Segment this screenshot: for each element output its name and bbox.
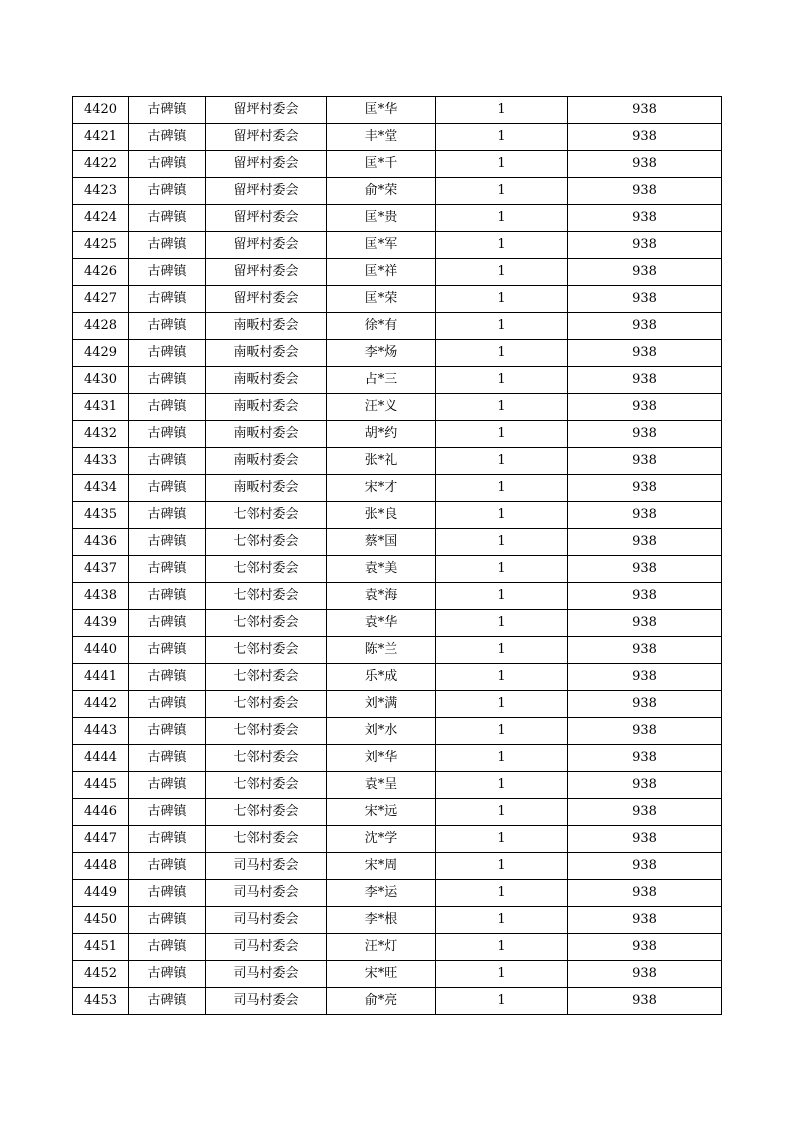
count-value-cell: 1 [436,367,568,394]
table-row [73,151,722,178]
row-number-cell: 4449 [73,880,129,907]
table-row [73,583,722,610]
amount-value-cell: 938 [568,259,722,286]
amount-value-cell: 938 [568,124,722,151]
village-committee-name-cell: 留坪村委会 [206,178,327,205]
village-committee-name-cell: 南畈村委会 [206,313,327,340]
table-row [73,799,722,826]
town-name-cell: 古碑镇 [129,286,206,313]
row-number-cell: 4432 [73,421,129,448]
amount-value-cell: 938 [568,988,722,1015]
table-row [73,448,722,475]
count-value-cell: 1 [436,880,568,907]
row-number-cell: 4439 [73,610,129,637]
town-name-cell: 古碑镇 [129,97,206,124]
count-value-cell: 1 [436,529,568,556]
town-name-cell: 古碑镇 [129,529,206,556]
town-name-cell: 古碑镇 [129,151,206,178]
table-row [73,124,722,151]
count-value-cell: 1 [436,421,568,448]
table-row [73,772,722,799]
village-committee-name-cell: 七邻村委会 [206,691,327,718]
person-name-cell: 张*礼 [327,448,436,475]
person-name-cell: 匡*华 [327,97,436,124]
row-number-cell: 4453 [73,988,129,1015]
village-committee-name-cell: 七邻村委会 [206,502,327,529]
row-number-cell: 4444 [73,745,129,772]
village-committee-name-cell: 留坪村委会 [206,259,327,286]
village-committee-name-cell: 司马村委会 [206,853,327,880]
count-value-cell: 1 [436,826,568,853]
count-value-cell: 1 [436,961,568,988]
town-name-cell: 古碑镇 [129,556,206,583]
table-row [73,637,722,664]
table-row [73,394,722,421]
town-name-cell: 古碑镇 [129,394,206,421]
row-number-cell: 4421 [73,124,129,151]
count-value-cell: 1 [436,610,568,637]
row-number-cell: 4423 [73,178,129,205]
row-number-cell: 4435 [73,502,129,529]
amount-value-cell: 938 [568,664,722,691]
amount-value-cell: 938 [568,97,722,124]
person-name-cell: 俞*荣 [327,178,436,205]
village-committee-name-cell: 七邻村委会 [206,799,327,826]
village-committee-name-cell: 司马村委会 [206,961,327,988]
table-row [73,97,722,124]
town-name-cell: 古碑镇 [129,961,206,988]
row-number-cell: 4451 [73,934,129,961]
table-row [73,313,722,340]
table-row [73,745,722,772]
table-row [73,853,722,880]
row-number-cell: 4450 [73,907,129,934]
person-name-cell: 张*良 [327,502,436,529]
village-committee-name-cell: 司马村委会 [206,880,327,907]
table-row [73,556,722,583]
person-name-cell: 袁*美 [327,556,436,583]
person-name-cell: 陈*兰 [327,637,436,664]
village-committee-name-cell: 南畈村委会 [206,394,327,421]
person-name-cell: 占*三 [327,367,436,394]
person-name-cell: 袁*华 [327,610,436,637]
table-row [73,880,722,907]
person-name-cell: 袁*海 [327,583,436,610]
town-name-cell: 古碑镇 [129,772,206,799]
amount-value-cell: 938 [568,421,722,448]
town-name-cell: 古碑镇 [129,664,206,691]
row-number-cell: 4434 [73,475,129,502]
person-name-cell: 丰*堂 [327,124,436,151]
person-name-cell: 蔡*国 [327,529,436,556]
row-number-cell: 4426 [73,259,129,286]
amount-value-cell: 938 [568,853,722,880]
village-committee-name-cell: 司马村委会 [206,988,327,1015]
table-row [73,421,722,448]
row-number-cell: 4430 [73,367,129,394]
row-number-cell: 4427 [73,286,129,313]
count-value-cell: 1 [436,556,568,583]
person-name-cell: 匡*祥 [327,259,436,286]
table-row [73,205,722,232]
count-value-cell: 1 [436,151,568,178]
village-committee-name-cell: 七邻村委会 [206,529,327,556]
village-committee-name-cell: 南畈村委会 [206,421,327,448]
table-row [73,718,722,745]
town-name-cell: 古碑镇 [129,934,206,961]
table-row [73,340,722,367]
town-name-cell: 古碑镇 [129,826,206,853]
count-value-cell: 1 [436,502,568,529]
amount-value-cell: 938 [568,934,722,961]
town-name-cell: 古碑镇 [129,502,206,529]
amount-value-cell: 938 [568,745,722,772]
count-value-cell: 1 [436,718,568,745]
table-row [73,826,722,853]
amount-value-cell: 938 [568,826,722,853]
town-name-cell: 古碑镇 [129,205,206,232]
amount-value-cell: 938 [568,556,722,583]
village-committee-name-cell: 南畈村委会 [206,367,327,394]
town-name-cell: 古碑镇 [129,178,206,205]
row-number-cell: 4425 [73,232,129,259]
count-value-cell: 1 [436,340,568,367]
person-name-cell: 匡*军 [327,232,436,259]
amount-value-cell: 938 [568,367,722,394]
person-name-cell: 刘*华 [327,745,436,772]
row-number-cell: 4445 [73,772,129,799]
person-name-cell: 李*运 [327,880,436,907]
town-name-cell: 古碑镇 [129,988,206,1015]
records-body [73,97,722,1015]
person-name-cell: 匡*贵 [327,205,436,232]
table-row [73,664,722,691]
amount-value-cell: 938 [568,340,722,367]
person-name-cell: 袁*呈 [327,772,436,799]
row-number-cell: 4443 [73,718,129,745]
amount-value-cell: 938 [568,772,722,799]
count-value-cell: 1 [436,313,568,340]
row-number-cell: 4447 [73,826,129,853]
amount-value-cell: 938 [568,529,722,556]
village-committee-name-cell: 七邻村委会 [206,610,327,637]
row-number-cell: 4420 [73,97,129,124]
person-name-cell: 徐*有 [327,313,436,340]
village-committee-name-cell: 南畈村委会 [206,475,327,502]
town-name-cell: 古碑镇 [129,691,206,718]
table-row [73,988,722,1015]
town-name-cell: 古碑镇 [129,853,206,880]
amount-value-cell: 938 [568,961,722,988]
amount-value-cell: 938 [568,313,722,340]
village-committee-name-cell: 七邻村委会 [206,664,327,691]
row-number-cell: 4442 [73,691,129,718]
person-name-cell: 俞*亮 [327,988,436,1015]
count-value-cell: 1 [436,232,568,259]
town-name-cell: 古碑镇 [129,232,206,259]
town-name-cell: 古碑镇 [129,745,206,772]
table-row [73,367,722,394]
person-name-cell: 沈*学 [327,826,436,853]
row-number-cell: 4446 [73,799,129,826]
village-committee-name-cell: 留坪村委会 [206,97,327,124]
row-number-cell: 4437 [73,556,129,583]
town-name-cell: 古碑镇 [129,340,206,367]
amount-value-cell: 938 [568,799,722,826]
row-number-cell: 4440 [73,637,129,664]
count-value-cell: 1 [436,988,568,1015]
village-committee-name-cell: 南畈村委会 [206,340,327,367]
count-value-cell: 1 [436,637,568,664]
town-name-cell: 古碑镇 [129,610,206,637]
count-value-cell: 1 [436,448,568,475]
count-value-cell: 1 [436,475,568,502]
count-value-cell: 1 [436,583,568,610]
table-row [73,178,722,205]
row-number-cell: 4441 [73,664,129,691]
person-name-cell: 刘*满 [327,691,436,718]
count-value-cell: 1 [436,205,568,232]
village-committee-name-cell: 七邻村委会 [206,556,327,583]
count-value-cell: 1 [436,745,568,772]
amount-value-cell: 938 [568,475,722,502]
table-row [73,691,722,718]
person-name-cell: 宋*才 [327,475,436,502]
count-value-cell: 1 [436,772,568,799]
village-committee-name-cell: 留坪村委会 [206,151,327,178]
count-value-cell: 1 [436,934,568,961]
count-value-cell: 1 [436,259,568,286]
town-name-cell: 古碑镇 [129,124,206,151]
village-committee-name-cell: 司马村委会 [206,907,327,934]
row-number-cell: 4422 [73,151,129,178]
person-name-cell: 李*炀 [327,340,436,367]
town-name-cell: 古碑镇 [129,259,206,286]
table-row [73,934,722,961]
count-value-cell: 1 [436,286,568,313]
village-committee-name-cell: 司马村委会 [206,934,327,961]
person-name-cell: 刘*水 [327,718,436,745]
town-name-cell: 古碑镇 [129,475,206,502]
count-value-cell: 1 [436,853,568,880]
table-row [73,610,722,637]
village-committee-name-cell: 七邻村委会 [206,745,327,772]
amount-value-cell: 938 [568,232,722,259]
amount-value-cell: 938 [568,394,722,421]
village-committee-name-cell: 留坪村委会 [206,232,327,259]
person-name-cell: 乐*成 [327,664,436,691]
town-name-cell: 古碑镇 [129,799,206,826]
person-name-cell: 汪*义 [327,394,436,421]
table-row [73,502,722,529]
town-name-cell: 古碑镇 [129,367,206,394]
table-row [73,907,722,934]
row-number-cell: 4452 [73,961,129,988]
count-value-cell: 1 [436,691,568,718]
table-row [73,259,722,286]
person-name-cell: 匡*千 [327,151,436,178]
village-committee-name-cell: 七邻村委会 [206,637,327,664]
town-name-cell: 古碑镇 [129,421,206,448]
table-row [73,232,722,259]
town-name-cell: 古碑镇 [129,583,206,610]
amount-value-cell: 938 [568,178,722,205]
count-value-cell: 1 [436,97,568,124]
person-name-cell: 宋*远 [327,799,436,826]
village-committee-name-cell: 七邻村委会 [206,583,327,610]
table-row [73,475,722,502]
table-row [73,286,722,313]
records-table [72,96,722,1015]
town-name-cell: 古碑镇 [129,880,206,907]
amount-value-cell: 938 [568,691,722,718]
town-name-cell: 古碑镇 [129,637,206,664]
amount-value-cell: 938 [568,286,722,313]
amount-value-cell: 938 [568,205,722,232]
row-number-cell: 4428 [73,313,129,340]
count-value-cell: 1 [436,394,568,421]
town-name-cell: 古碑镇 [129,313,206,340]
village-committee-name-cell: 七邻村委会 [206,718,327,745]
amount-value-cell: 938 [568,502,722,529]
village-committee-name-cell: 七邻村委会 [206,772,327,799]
row-number-cell: 4424 [73,205,129,232]
person-name-cell: 宋*周 [327,853,436,880]
amount-value-cell: 938 [568,583,722,610]
amount-value-cell: 938 [568,151,722,178]
person-name-cell: 汪*灯 [327,934,436,961]
town-name-cell: 古碑镇 [129,448,206,475]
amount-value-cell: 938 [568,907,722,934]
village-committee-name-cell: 南畈村委会 [206,448,327,475]
amount-value-cell: 938 [568,718,722,745]
village-committee-name-cell: 七邻村委会 [206,826,327,853]
person-name-cell: 胡*约 [327,421,436,448]
person-name-cell: 匡*荣 [327,286,436,313]
row-number-cell: 4436 [73,529,129,556]
count-value-cell: 1 [436,124,568,151]
count-value-cell: 1 [436,664,568,691]
row-number-cell: 4438 [73,583,129,610]
table-row [73,961,722,988]
village-committee-name-cell: 留坪村委会 [206,124,327,151]
row-number-cell: 4429 [73,340,129,367]
village-committee-name-cell: 留坪村委会 [206,286,327,313]
town-name-cell: 古碑镇 [129,907,206,934]
amount-value-cell: 938 [568,880,722,907]
count-value-cell: 1 [436,799,568,826]
count-value-cell: 1 [436,907,568,934]
person-name-cell: 宋*旺 [327,961,436,988]
amount-value-cell: 938 [568,610,722,637]
row-number-cell: 4431 [73,394,129,421]
amount-value-cell: 938 [568,637,722,664]
village-committee-name-cell: 留坪村委会 [206,205,327,232]
count-value-cell: 1 [436,178,568,205]
amount-value-cell: 938 [568,448,722,475]
row-number-cell: 4433 [73,448,129,475]
row-number-cell: 4448 [73,853,129,880]
person-name-cell: 李*根 [327,907,436,934]
table-row [73,529,722,556]
town-name-cell: 古碑镇 [129,718,206,745]
